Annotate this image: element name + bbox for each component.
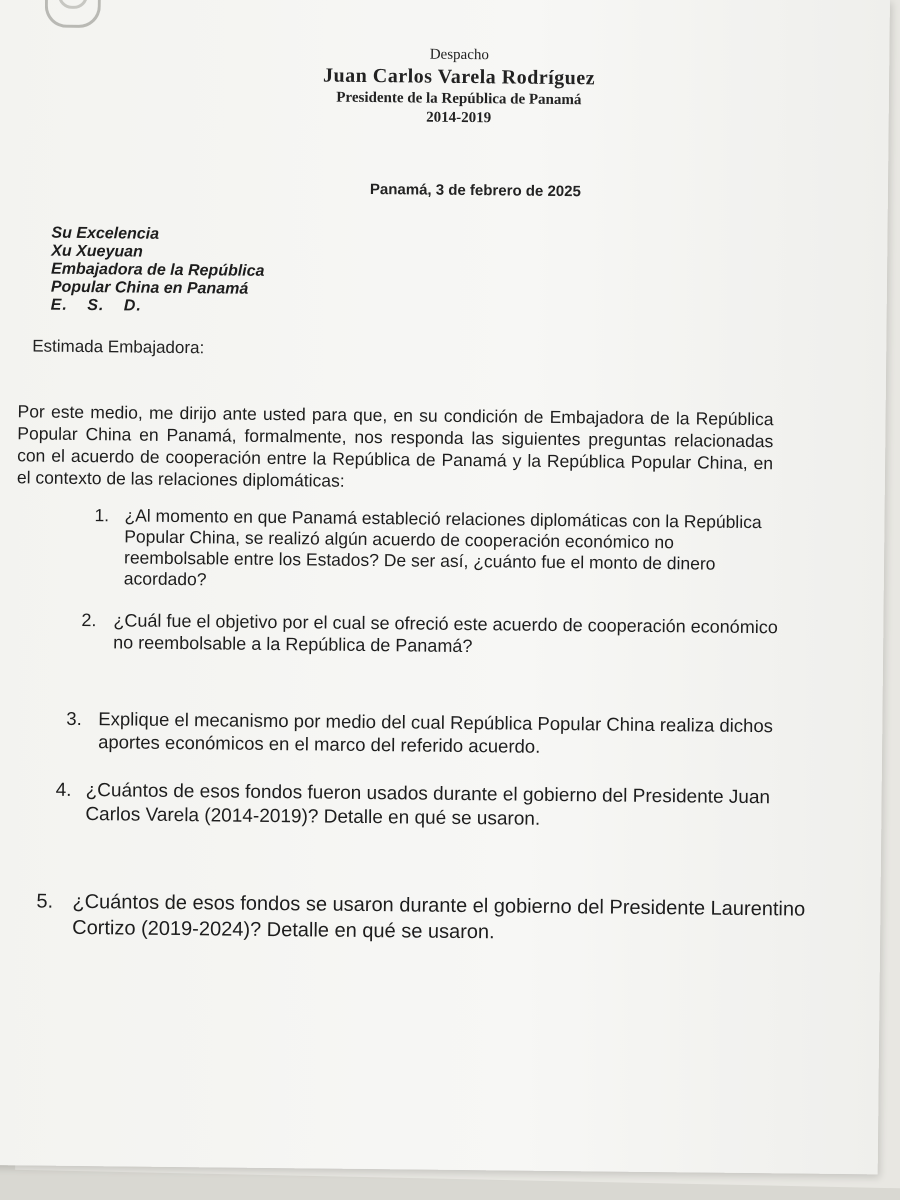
letter-date: Panamá, 3 de febrero de 2025: [369, 180, 581, 201]
question-1: [94, 505, 775, 596]
letterhead-years: 2014-2019: [426, 109, 492, 127]
question-text: ¿Cuántos de esos fondos fueron usados durante el gobierno del Presidente Juan Carlos Varela (2014-2019)? Detalle en qué se usaron.: [85, 780, 771, 830]
recipient-name: Xu Xueyuan: [51, 242, 143, 261]
paper-clip-icon: [45, 0, 102, 28]
salutation: Estimada Embajadora:: [32, 336, 205, 358]
question-number: 3.: [66, 707, 82, 730]
question-3: [66, 707, 786, 761]
question-5: [36, 889, 837, 949]
letterhead-office: Despacho: [429, 46, 490, 64]
recipient-esd: E. S. D.: [50, 296, 142, 315]
question-text: ¿Cuántos de esos fondos se usaron durante el gobierno del Presidente Laurentino Cortizo (2019-2024)? Detalle en qué se usaron.: [72, 890, 806, 944]
recipient-block: [51, 225, 265, 317]
letterhead-title: Presidente de la República de Panamá: [336, 89, 582, 109]
question-number: 4.: [55, 779, 72, 801]
recipient-honorific: Su Excelencia: [51, 224, 160, 243]
question-number: 2.: [81, 609, 97, 631]
question-text: Explique el mecanismo por medio del cual República Popular China realiza dichos aportes económicos en el marco del referido acuerdo.: [98, 708, 774, 757]
question-4: [55, 779, 815, 835]
intro-paragraph: Por este medio, me dirijo ante usted para que, en su condición de Embajadora de la República Popular China en Panamá, formalmente, nos responda las siguientes preguntas relacionadas con el acuerdo de cooperación entre la República de Panamá y la República Popular China, en el contexto de las relaciones diplomáticas:: [16, 401, 774, 491]
recipient-role-line2: Popular China en Panamá: [50, 278, 249, 298]
question-text: ¿Cuál fue el objetivo por el cual se ofreció este acuerdo de cooperación económico no reembolsable a la República de Panamá?: [113, 610, 778, 657]
question-text: ¿Al momento en que Panamá estableció relaciones diplomáticas con la República Popular China, se realizó algún acuerdo de cooperación económico no reembolsable entre los Estados? De ser así, ¿cuánto fue el monto de dinero acordado?: [123, 505, 762, 590]
question-2: [81, 609, 781, 660]
recipient-role-line1: Embajadora de la República: [50, 260, 265, 280]
question-number: 5.: [36, 890, 54, 913]
question-number: 1.: [94, 505, 110, 526]
letterhead-name: Juan Carlos Varela Rodríguez: [323, 64, 596, 90]
letterhead: [0, 42, 889, 131]
